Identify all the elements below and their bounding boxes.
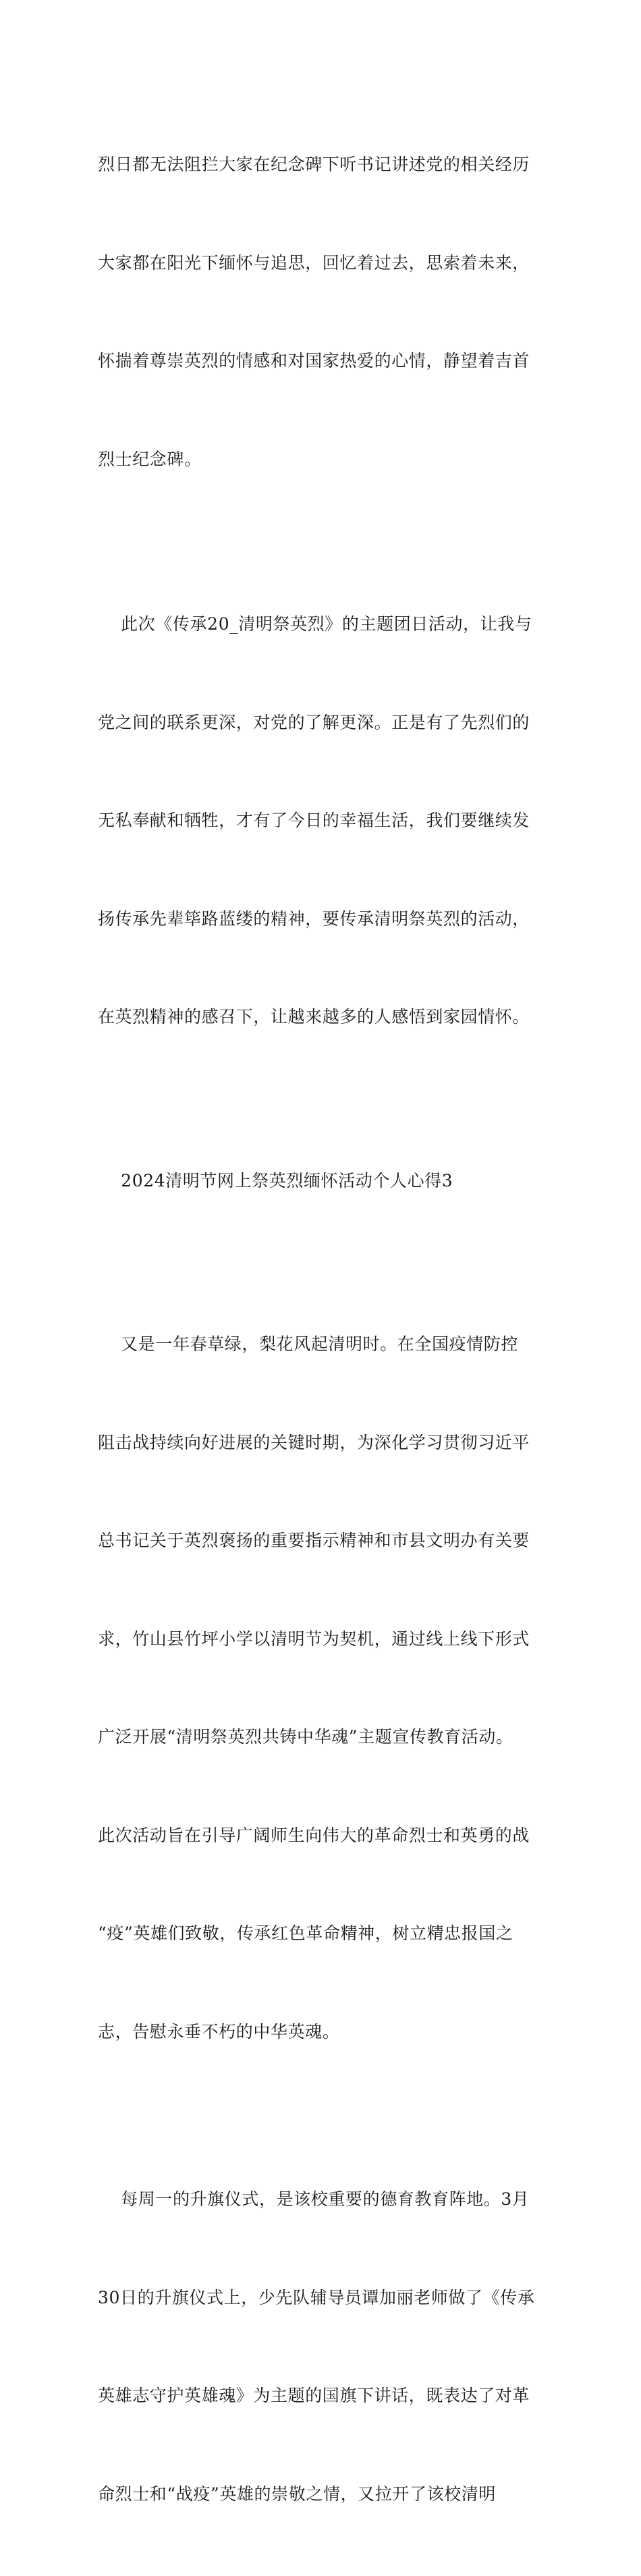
document-body bbox=[98, 83, 546, 2576]
paragraph-1 bbox=[98, 83, 546, 541]
text-line: 无私奉献和牺牲，才有了今日的幸福生活，我们要继续发 bbox=[98, 811, 530, 830]
heading-line: 2024清明节网上祭英烈缅怀活动个人心得3 bbox=[98, 1170, 453, 1190]
text-line: 每周一的升旗仪式，是该校重要的德育教育阵地。3月 bbox=[98, 2189, 530, 2209]
text-line: 烈士纪念碑。 bbox=[98, 449, 202, 469]
text-line: 阻击战持续向好进展的关键时期，为深化学习贯彻习近平 bbox=[98, 1432, 530, 1452]
paragraph-3 bbox=[98, 1263, 546, 2114]
text-line: 此次活动旨在引导广阔师生向伟大的革命烈士和英勇的战 bbox=[98, 1825, 530, 1845]
text-line: 在英烈精神的感召下，让越来越多的人感悟到家园情怀。 bbox=[98, 1007, 530, 1026]
section-heading bbox=[98, 1099, 546, 1263]
text-line: 求，竹山县竹坪小学以清明节为契机，通过线上线下形式 bbox=[98, 1628, 530, 1649]
text-line: 广泛开展“清明祭英烈共铸中华魂”主题宣传教育活动。 bbox=[98, 1727, 513, 1747]
text-line: 扬传承先辈筚路蓝缕的精神，要传承清明祭英烈的活动， bbox=[98, 908, 530, 929]
text-line: 英雄志守护英雄魂》为主题的国旗下讲话，既表达了对革 bbox=[98, 2386, 530, 2405]
paragraph-2 bbox=[98, 543, 546, 1099]
text-line: 志，告慰永垂不朽的中华英魂。 bbox=[98, 2021, 340, 2041]
text-line: 此次《传承20_清明祭英烈》的主题团日活动，让我与 bbox=[98, 614, 532, 634]
text-line: “疫”英雄们致敬，传承红色革命精神，树立精忠报国之 bbox=[98, 1923, 513, 1943]
text-line: 又是一年春草绿，梨花风起清明时。在全国疫情防控 bbox=[98, 1334, 518, 1354]
text-line: 30日的升旗仪式上，少先队辅导员谭加丽老师做了《传承 bbox=[98, 2287, 535, 2307]
text-line: 烈日都无法阻拦大家在纪念碑下听书记讲述党的相关经历 bbox=[98, 155, 530, 174]
text-line: 怀揣着尊崇英烈的情感和对国家热爱的心情，静望着吉首 bbox=[98, 351, 530, 371]
text-line: 总书记关于英烈褒扬的重要指示精神和市县文明办有关要 bbox=[98, 1531, 530, 1550]
text-line: 命烈士和“战疫”英雄的崇敬之情，又拉开了该校清明 bbox=[98, 2484, 496, 2504]
text-line: 大家都在阳光下缅怀与追思，回忆着过去，思索着未来， bbox=[98, 252, 530, 273]
text-line: 党之间的联系更深，对党的了解更深。正是有了先烈们的 bbox=[98, 712, 530, 732]
paragraph-4 bbox=[98, 2118, 546, 2576]
